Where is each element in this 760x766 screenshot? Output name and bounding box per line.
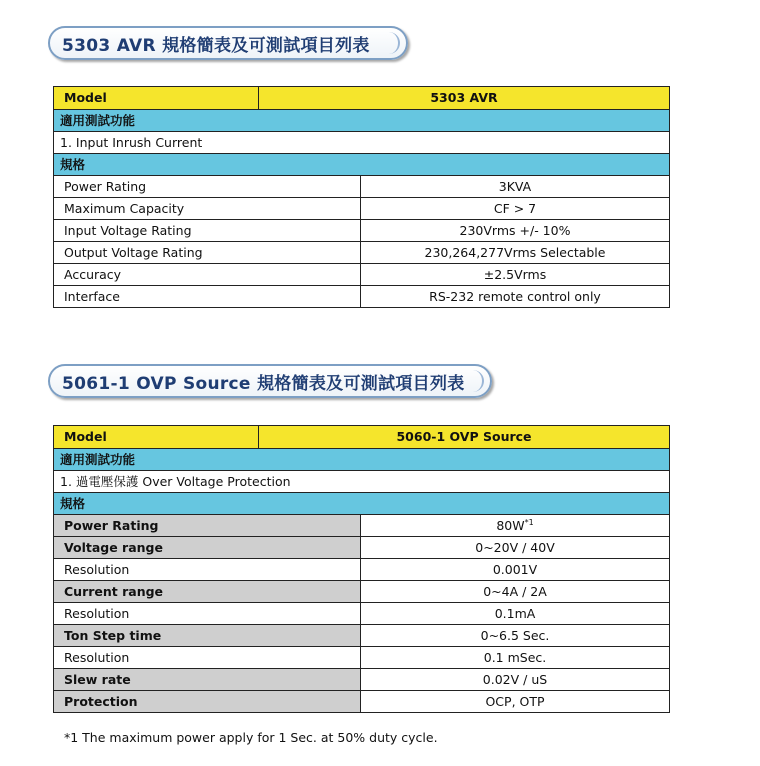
spec-label: Resolution <box>54 559 361 581</box>
model-value: 5303 AVR <box>259 87 670 110</box>
spec-label: Interface <box>54 286 361 308</box>
section1-title: 5303 AVR 規格簡表及可測試項目列表 <box>48 26 408 60</box>
spec-value: 0~6.5 Sec. <box>361 625 670 647</box>
table-row <box>54 669 670 691</box>
functions-header-row <box>54 110 670 132</box>
function-item: 1. 過電壓保護 Over Voltage Protection <box>54 471 670 493</box>
spec-header: 規格 <box>54 154 670 176</box>
spec-header-row <box>54 154 670 176</box>
spec-value: 0.1mA <box>361 603 670 625</box>
spec-value: 0.1 mSec. <box>361 647 670 669</box>
spec-label: Resolution <box>54 603 361 625</box>
table-row <box>54 625 670 647</box>
table-row <box>54 176 670 198</box>
spec-value: OCP, OTP <box>361 691 670 713</box>
spec-label: Current range <box>54 581 361 603</box>
spec-table-5303-avr <box>53 86 670 308</box>
spec-table-ovp-source <box>53 425 670 713</box>
spec-value: ±2.5Vrms <box>361 264 670 286</box>
section2-title: 5061-1 OVP Source 規格簡表及可測試項目列表 <box>48 364 492 398</box>
table-row <box>54 581 670 603</box>
spec-label: Power Rating <box>54 176 361 198</box>
table-row <box>54 264 670 286</box>
spec-label: Power Rating <box>54 515 361 537</box>
function-item: 1. Input Inrush Current <box>54 132 670 154</box>
spec-value: 3KVA <box>361 176 670 198</box>
spec-value: 0~20V / 40V <box>361 537 670 559</box>
table-row <box>54 515 670 537</box>
model-row <box>54 87 670 110</box>
functions-header-row <box>54 449 670 471</box>
table-row <box>54 220 670 242</box>
spec-header: 規格 <box>54 493 670 515</box>
table-row <box>54 691 670 713</box>
table-row <box>54 242 670 264</box>
footnote-marker: *1 <box>524 517 534 527</box>
function-item-row <box>54 132 670 154</box>
spec-value: 0.02V / uS <box>361 669 670 691</box>
table-row <box>54 286 670 308</box>
spec-value: 0.001V <box>361 559 670 581</box>
spec-value <box>361 515 670 537</box>
spec-label: Slew rate <box>54 669 361 691</box>
spec-label: Ton Step time <box>54 625 361 647</box>
spec-value: 0~4A / 2A <box>361 581 670 603</box>
spec-value: CF > 7 <box>361 198 670 220</box>
spec-label: Input Voltage Rating <box>54 220 361 242</box>
spec-header-row <box>54 493 670 515</box>
spec-value: 230Vrms +/- 10% <box>361 220 670 242</box>
model-label: Model <box>54 426 259 449</box>
spec-value-text: 80W <box>496 517 525 533</box>
table-row <box>54 603 670 625</box>
function-item-row <box>54 471 670 493</box>
table-row <box>54 537 670 559</box>
footnote: *1 The maximum power apply for 1 Sec. at 50% duty cycle. <box>64 730 438 745</box>
model-value: 5060-1 OVP Source <box>259 426 670 449</box>
spec-value: RS-232 remote control only <box>361 286 670 308</box>
spec-label: Voltage range <box>54 537 361 559</box>
functions-header: 適用測試功能 <box>54 110 670 132</box>
table-row <box>54 198 670 220</box>
spec-label: Protection <box>54 691 361 713</box>
model-row <box>54 426 670 449</box>
spec-label: Accuracy <box>54 264 361 286</box>
spec-label: Resolution <box>54 647 361 669</box>
spec-label: Output Voltage Rating <box>54 242 361 264</box>
table-row <box>54 647 670 669</box>
functions-header: 適用測試功能 <box>54 449 670 471</box>
spec-value: 230,264,277Vrms Selectable <box>361 242 670 264</box>
model-label: Model <box>54 87 259 110</box>
spec-label: Maximum Capacity <box>54 198 361 220</box>
table-row <box>54 559 670 581</box>
